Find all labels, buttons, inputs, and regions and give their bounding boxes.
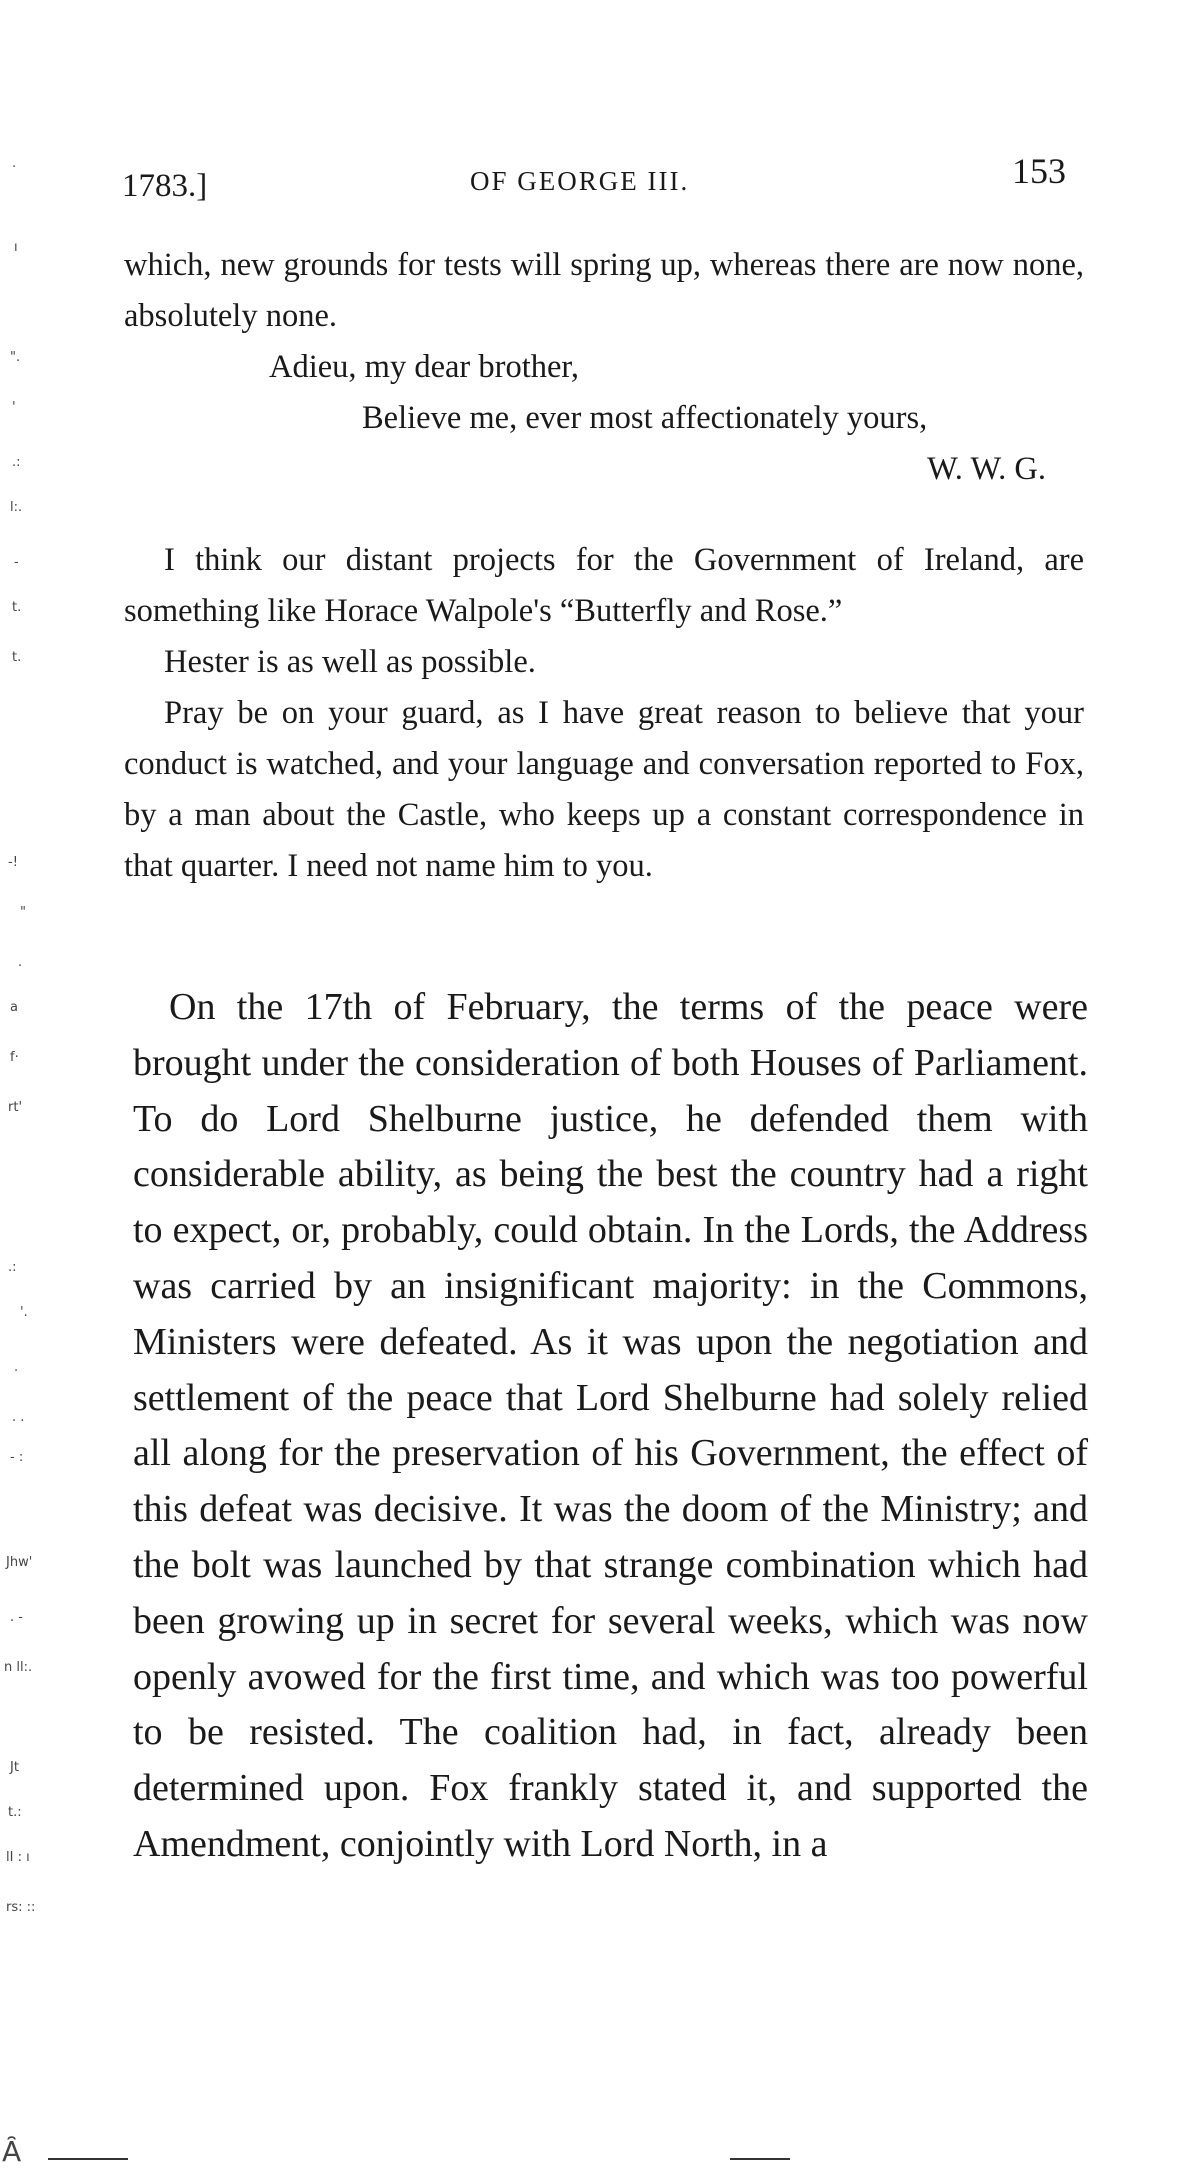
letter-signature: W. W. G. [927,451,1046,487]
narrative-paragraph: On the 17th of February, the terms of the peace were brought under the consideration of both Houses of Parliament. To do Lord Shelburne justice, he defended them with considerable ability, as being the best the country had a right to expect, or, probably, could obtain. In the Lords, the Address was carried by an insignificant majority: in the Commons, Ministers were defeated. As it was upon the negotiation and settlement of the peace that Lord Shelburne had solely relied all along for the preservation of his Government, the effect of this defeat was decisive. It was the doom of the Ministry; and the bolt was launched by that strange combination which had been growing up in secret for several weeks, which was now openly avowed for the first time, and which was too powerful to be resisted. The coalition had, in fact, already been determined upon. Fox frankly stated it, and supported the Amendment, conjointly with Lord North, in a [133,986,1088,1865]
letter-excerpt [124,240,1084,892]
main-narrative [133,980,1088,1873]
running-header [122,150,1082,210]
footer-rule-right [730,2158,790,2160]
header-year: 1783.] [122,168,208,204]
postscript-paragraph-2: Hester is as well as possible. [164,644,536,680]
header-title: OF GEORGE III. [470,166,690,196]
letter-closing-adieu: Adieu, my dear brother, [269,349,580,385]
postscript-paragraph-3: Pray be on your guard, as I have great reason to believe that your conduct is watched, and your language and conversation reported to Fox, by a man about the Castle, who keeps up a constant correspondence in that quarter. I need not name him to you. [124,695,1084,884]
bleed-through-margin: · ı ". ' .: l:. - t. t. -! " . a f· rt' .: '. . . . - : Jhw' . - n ll:. Jt t.: lI : ı rs: :: Ȃ [2,160,36,2168]
page-number: 153 [1012,151,1066,191]
postscript-paragraph-1: I think our distant projects for the Government of Ireland, are something like Horace Walpole's “Butterfly and Rose.” [124,542,1084,629]
letter-opening: which, new grounds for tests will spring up, whereas there are now none, absolutely none. [124,247,1084,334]
letter-closing-believe: Believe me, ever most affectionately yours, [362,400,928,436]
footer-rule-left [48,2158,128,2160]
